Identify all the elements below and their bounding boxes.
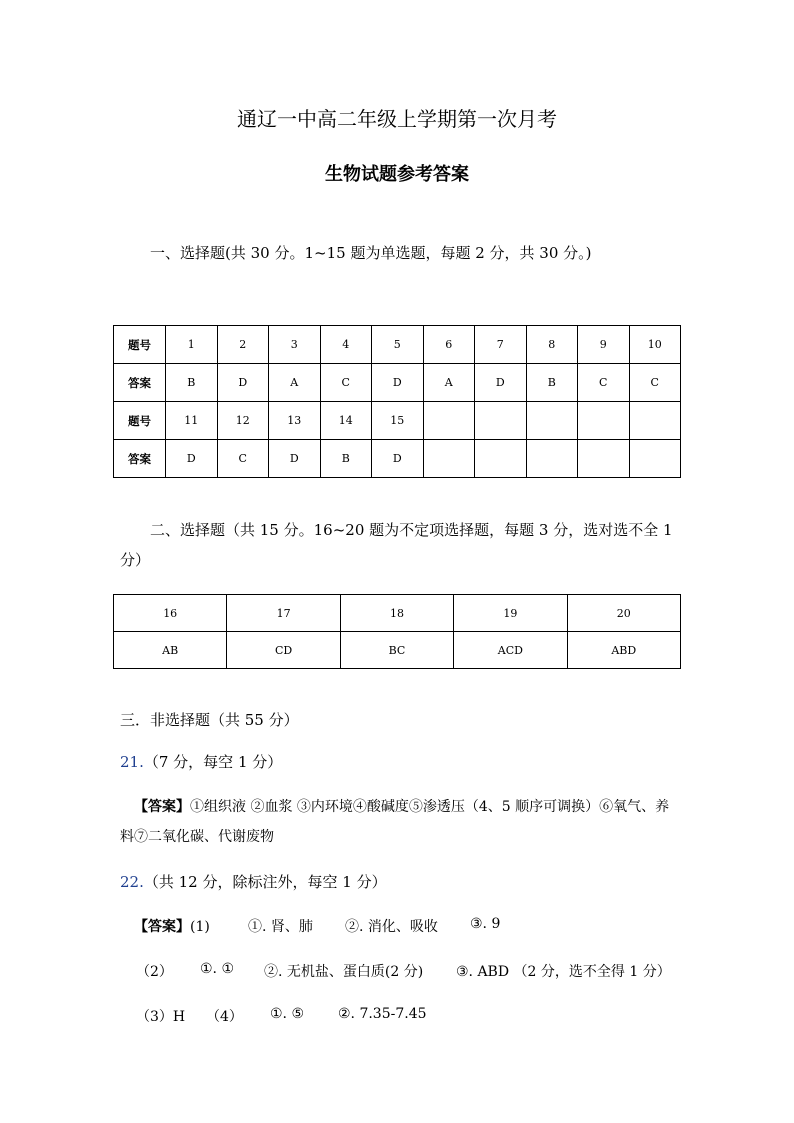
question-number-cell: 19 bbox=[454, 595, 567, 632]
question-number-cell bbox=[629, 402, 681, 440]
answer-cell: B bbox=[526, 364, 578, 402]
answer-cell: B bbox=[320, 440, 372, 478]
question-number-cell: 16 bbox=[114, 595, 227, 632]
answer-cell: BC bbox=[340, 632, 453, 669]
q22-header bbox=[120, 871, 387, 892]
answer-cell: D bbox=[217, 364, 269, 402]
answer-cell: D bbox=[372, 440, 424, 478]
q22-answer-line1 bbox=[134, 916, 210, 936]
answer-cell: A bbox=[269, 364, 321, 402]
q22-line2-a: ①. ① bbox=[200, 961, 235, 977]
q22-line1-a: ①. 肾、肺 bbox=[248, 919, 313, 935]
row-label-cell: 答案 bbox=[114, 440, 166, 478]
answer-cell bbox=[578, 440, 630, 478]
row-label-cell: 题号 bbox=[114, 326, 166, 364]
question-number-cell: 6 bbox=[423, 326, 475, 364]
question-number-cell bbox=[526, 402, 578, 440]
q21-header bbox=[120, 751, 282, 772]
question-number-cell: 5 bbox=[372, 326, 424, 364]
question-number-cell: 3 bbox=[269, 326, 321, 364]
q21-answer-line1 bbox=[134, 796, 669, 816]
section2-heading-line2: 分） bbox=[120, 551, 151, 569]
answer-cell: D bbox=[166, 440, 218, 478]
document-subtitle: 生物试题参考答案 bbox=[325, 164, 469, 185]
section1-heading: 一、选择题(共 30 分。1~15 题为单选题，每题 2 分，共 30 分。) bbox=[150, 244, 592, 262]
question-number-cell: 13 bbox=[269, 402, 321, 440]
question-number-cell: 17 bbox=[227, 595, 340, 632]
question-number-cell: 9 bbox=[578, 326, 630, 364]
q22-part3: （3）H bbox=[136, 1009, 186, 1025]
question-number-cell: 10 bbox=[629, 326, 681, 364]
answer-cell: C bbox=[320, 364, 372, 402]
document-title: 通辽一中高二年级上学期第一次月考 bbox=[237, 107, 557, 131]
answer-cell: D bbox=[372, 364, 424, 402]
question-number-cell: 4 bbox=[320, 326, 372, 364]
table-row bbox=[114, 402, 681, 440]
q22-line2-b: ②. 无机盐、蛋白质(2 分) bbox=[264, 964, 424, 980]
answer-cell: C bbox=[217, 440, 269, 478]
question-number-cell: 8 bbox=[526, 326, 578, 364]
question-number-cell: 2 bbox=[217, 326, 269, 364]
q21-number: 21. bbox=[120, 753, 144, 771]
q22-number: 22. bbox=[120, 873, 144, 891]
answer-label: 【答案】 bbox=[134, 919, 190, 935]
section3-heading: 三．非选择题（共 55 分） bbox=[120, 711, 299, 729]
question-number-cell: 1 bbox=[166, 326, 218, 364]
question-number-cell: 15 bbox=[372, 402, 424, 440]
answer-label: 【答案】 bbox=[134, 799, 190, 815]
answer-cell bbox=[526, 440, 578, 478]
q22-part1: (1) bbox=[190, 919, 210, 935]
q22-line1-b: ②. 消化、吸收 bbox=[345, 919, 438, 935]
answer-cell: AB bbox=[114, 632, 227, 669]
q22-line2-c: ③. ABD （2 分，选不全得 1 分） bbox=[456, 964, 671, 980]
answer-cell bbox=[475, 440, 527, 478]
q22-part4: （4） bbox=[206, 1009, 243, 1025]
question-number-cell: 12 bbox=[217, 402, 269, 440]
answer-cell: ABD bbox=[567, 632, 680, 669]
answer-cell bbox=[629, 440, 681, 478]
q22-info: （共 12 分，除标注外，每空 1 分） bbox=[143, 873, 387, 891]
table-row bbox=[114, 632, 681, 669]
answer-cell: C bbox=[629, 364, 681, 402]
q22-line3-a: ①. ⑤ bbox=[270, 1006, 305, 1022]
question-number-cell: 18 bbox=[340, 595, 453, 632]
section1-answer-table bbox=[113, 325, 681, 478]
answer-cell: ACD bbox=[454, 632, 567, 669]
answer-cell bbox=[423, 440, 475, 478]
answer-cell: D bbox=[475, 364, 527, 402]
q21-answer-line2: 料⑦二氧化碳、代谢废物 bbox=[120, 829, 274, 845]
section2-answer-table bbox=[113, 594, 681, 669]
row-label-cell: 题号 bbox=[114, 402, 166, 440]
question-number-cell: 14 bbox=[320, 402, 372, 440]
question-number-cell bbox=[475, 402, 527, 440]
q21-answer-text: ①组织液 ②血浆 ③内环境④酸碱度⑤渗透压（4、5 顺序可调换）⑥氧气、养 bbox=[190, 799, 670, 815]
question-number-cell: 7 bbox=[475, 326, 527, 364]
answer-cell: A bbox=[423, 364, 475, 402]
question-number-cell: 20 bbox=[567, 595, 680, 632]
table-row bbox=[114, 326, 681, 364]
q22-line1-c: ③. 9 bbox=[470, 916, 501, 932]
table-row bbox=[114, 440, 681, 478]
q21-info: （7 分，每空 1 分） bbox=[143, 753, 283, 771]
table-row bbox=[114, 595, 681, 632]
answer-cell: D bbox=[269, 440, 321, 478]
q22-part2: （2） bbox=[136, 964, 173, 980]
answer-cell: C bbox=[578, 364, 630, 402]
answer-cell: B bbox=[166, 364, 218, 402]
answer-cell: CD bbox=[227, 632, 340, 669]
question-number-cell bbox=[578, 402, 630, 440]
table-row bbox=[114, 364, 681, 402]
question-number-cell: 11 bbox=[166, 402, 218, 440]
section2-heading-line1: 二、选择题（共 15 分。16~20 题为不定项选择题，每题 3 分，选对选不全 1 bbox=[150, 521, 673, 539]
question-number-cell bbox=[423, 402, 475, 440]
q22-line3-b: ②. 7.35-7.45 bbox=[338, 1006, 427, 1022]
row-label-cell: 答案 bbox=[114, 364, 166, 402]
